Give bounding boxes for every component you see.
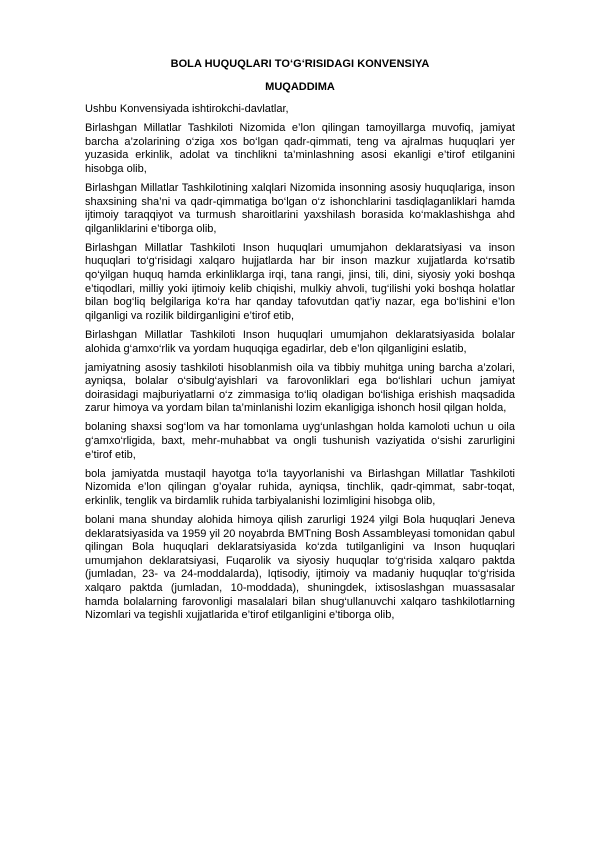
paragraph: bolani mana shunday alohida himoya qilish zarurligi 1924 yilgi Bola huquqlari Jeneva deklaratsiyasida va 1959 yil 20 noyabrda BMTning Bosh Assambleyasi tomonidan qabul qilingan Bola huquqlari deklaratsiyasida ko‘zda tutilganligini va Inson huquqlari umumjahon deklaratsiyasi, Fuqarolik va siyosiy huquqlar to‘g‘risida xalqaro paktda (jumladan, 23- va 24-moddalarda), Iqtisodiy, ijtimoiy va madaniy huquqlar to‘g‘risida xalqaro paktda (jumladan, 10-moddada), shuningdek, ixtisoslashgan muassasalar hamda bolalarning farovonligi masalalari bilan shug‘ullanuvchi xalqaro tashkilotlarning Nizomlari va tegishli xujjatlarida e’tirof etilganligini e’tiborga olib, xyxy=(85,514,515,622)
paragraph-intro: Ushbu Konvensiyada ishtirokchi-davlatlar, xyxy=(85,103,289,115)
paragraph: Birlashgan Millatlar Tashkiloti Nizomida e’lon qilingan tamoyillarga muvofiq, jamiyat barcha a’zolarining o‘ziga xos bo‘lgan qadr-qimmati, teng va ajralmas huquqlari yer yuzasida erkinlik, adolat va tinchlikni ta’minlashning asosi ekanligi e’tirof etilganini hisobga olib, xyxy=(85,122,515,175)
paragraph: jamiyatning asosiy tashkiloti hisoblanmish oila va tibbiy muhitga uning barcha a’zolari, ayniqsa, bolalar o‘sibulg‘ayishlari va farovonliklari ega bo‘lishlari uchun jamiyat doirasidagi majburiyatlarni o‘z zimmasiga to‘liq oladigan bo‘lishiga erishish maqsadida zarur himoya va yordam bilan ta’minlanishi lozim ekanligiga ishonch hosil qilgan holda, xyxy=(85,361,515,415)
paragraph: Birlashgan Millatlar Tashkilotining xalqlari Nizomida insonning asosiy huquqlariga, inson shaxsining sha’ni va qadr-qimmatiga bo‘lgan o‘z ishonchlarini tasdiqlaganliklari hamda ijtimoiy taraqqiyot va turmush sharoitlarini yaxshilash borasida ko‘maklashishga ahd qilganliklarini e’tiborga olib, xyxy=(85,181,515,235)
paragraph: bolaning shaxsi sog‘lom va har tomonlama uyg‘unlashgan holda kamoloti uchun u oila g‘amxo‘rligida, baxt, mehr-muhabbat va ongli tushunish vaziyatida o‘sishi zarurligini e’tirof etib, xyxy=(85,421,515,461)
paragraph: Birlashgan Millatlar Tashkiloti Inson huquqlari umumjahon deklaratsiyasida bolalar alohida g‘amxo‘rlik va yordam huquqiga egadirlar, deb e’lon qilganligini eslatib, xyxy=(85,328,515,355)
paragraph: bola jamiyatda mustaqil hayotga to‘la tayyorlanishi va Birlashgan Millatlar Tashkiloti Nizomida e’lon qilingan g’oyalar ruhida, ayniqsa, tinchlik, qadr-qimmat, sabr-toqat, erkinlik, tenglik va birdamlik ruhida tarbiyalanishi lozimligini hisobga olib, xyxy=(85,467,515,507)
section-heading: MUQADDIMA xyxy=(265,81,335,93)
document-page xyxy=(85,58,515,628)
document-title: BOLA HUQUQLARI TO‘G‘RISIDAGI KONVENSIYA xyxy=(170,58,430,70)
paragraph: Birlashgan Millatlar Tashkiloti Inson huquqlari umumjahon deklaratsiyasi va inson huquqlari to‘g‘risidagi xalqaro hujjatlarda har bir inson mazkur xujjatlarda ko‘rsatib qo‘yilgan huquq hamda erkinliklarga irqi, tana rangi, jinsi, tili, dini, siyosiy yoki boshqa e’tiqodlari, milliy yoki ijtimoiy kelib chiqishi, mulkiy ahvoli, tug‘ilishi yoki boshqa holatlar bilan bog‘liq belgilariga ko‘ra har qanday tafovutdan qat’iy nazar, ega bo‘lishini e’lon qilganligi va rozilik bildirganligini e’tirof etib, xyxy=(85,241,515,322)
document-body xyxy=(85,103,515,623)
